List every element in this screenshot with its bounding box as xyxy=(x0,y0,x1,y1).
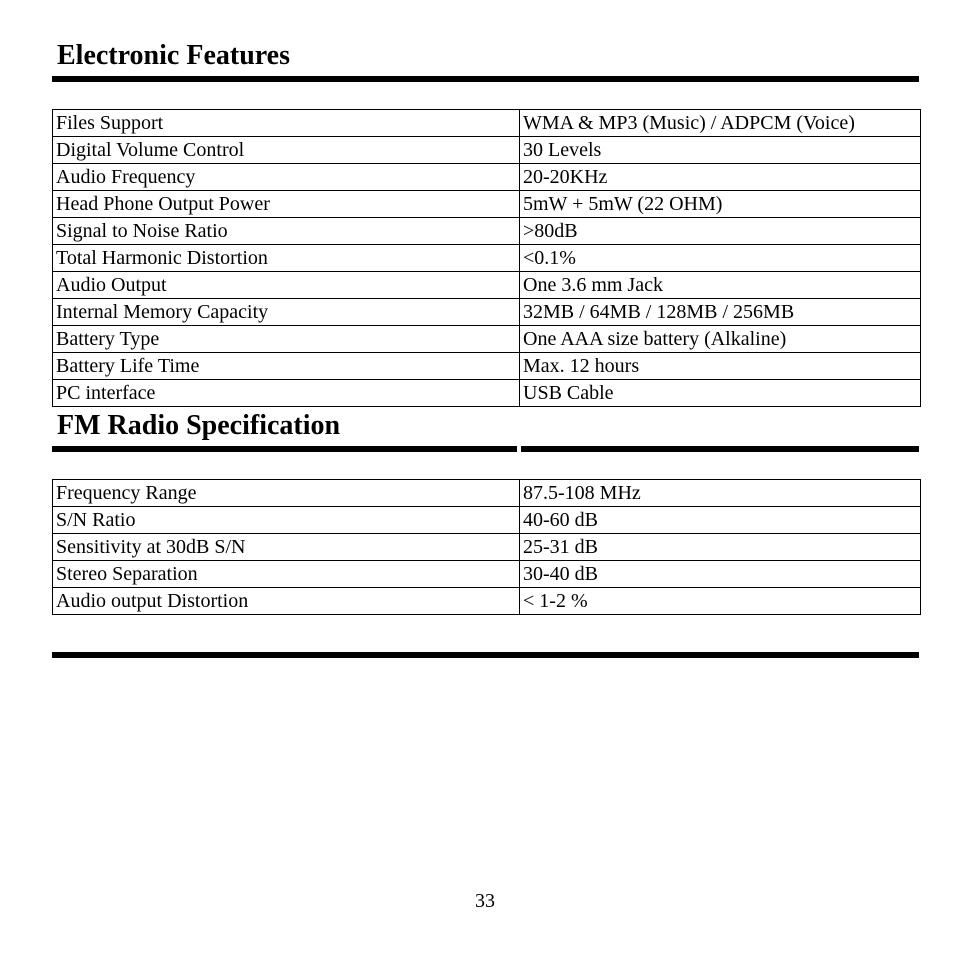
fm-radio-specification-heading: FM Radio Specification xyxy=(57,410,341,441)
table-row xyxy=(53,110,921,137)
spec-label: S/N Ratio xyxy=(53,507,520,534)
table-row xyxy=(53,272,921,299)
spec-label: Audio Frequency xyxy=(53,164,520,191)
table-row xyxy=(53,507,921,534)
spec-label: Internal Memory Capacity xyxy=(53,299,520,326)
spec-value: USB Cable xyxy=(520,380,921,407)
spec-value: < 1-2 % xyxy=(520,588,921,615)
table-row xyxy=(53,137,921,164)
spec-value: 87.5-108 MHz xyxy=(520,480,921,507)
section-divider xyxy=(52,652,919,658)
spec-value: One AAA size battery (Alkaline) xyxy=(520,326,921,353)
table-row xyxy=(53,588,921,615)
spec-label: Audio output Distortion xyxy=(53,588,520,615)
spec-value: Max. 12 hours xyxy=(520,353,921,380)
table-row xyxy=(53,218,921,245)
spec-label: Battery Life Time xyxy=(53,353,520,380)
table-row xyxy=(53,480,921,507)
spec-label: Frequency Range xyxy=(53,480,520,507)
spec-label: Audio Output xyxy=(53,272,520,299)
spec-label: Digital Volume Control xyxy=(53,137,520,164)
section-divider xyxy=(52,76,919,82)
table-row xyxy=(53,164,921,191)
spec-value: 20-20KHz xyxy=(520,164,921,191)
fm-radio-specification-table xyxy=(52,479,921,615)
spec-value: 30-40 dB xyxy=(520,561,921,588)
table-row xyxy=(53,299,921,326)
spec-value: 5mW + 5mW (22 OHM) xyxy=(520,191,921,218)
spec-value: >80dB xyxy=(520,218,921,245)
table-row xyxy=(53,534,921,561)
spec-value: 40-60 dB xyxy=(520,507,921,534)
electronic-features-heading: Electronic Features xyxy=(57,40,291,71)
section-divider xyxy=(52,446,517,452)
spec-label: Signal to Noise Ratio xyxy=(53,218,520,245)
table-row xyxy=(53,380,921,407)
page-number: 33 xyxy=(475,890,495,912)
spec-value: 30 Levels xyxy=(520,137,921,164)
spec-label: Files Support xyxy=(53,110,520,137)
spec-value: 32MB / 64MB / 128MB / 256MB xyxy=(520,299,921,326)
spec-label: Battery Type xyxy=(53,326,520,353)
table-row xyxy=(53,326,921,353)
table-row xyxy=(53,245,921,272)
electronic-features-table xyxy=(52,109,921,407)
spec-label: PC interface xyxy=(53,380,520,407)
table-row xyxy=(53,561,921,588)
spec-label: Sensitivity at 30dB S/N xyxy=(53,534,520,561)
table-row xyxy=(53,191,921,218)
spec-value: 25-31 dB xyxy=(520,534,921,561)
spec-label: Total Harmonic Distortion xyxy=(53,245,520,272)
spec-value: WMA & MP3 (Music) / ADPCM (Voice) xyxy=(520,110,921,137)
section-divider xyxy=(521,446,919,452)
spec-label: Head Phone Output Power xyxy=(53,191,520,218)
spec-value: <0.1% xyxy=(520,245,921,272)
spec-label: Stereo Separation xyxy=(53,561,520,588)
spec-value: One 3.6 mm Jack xyxy=(520,272,921,299)
table-row xyxy=(53,353,921,380)
